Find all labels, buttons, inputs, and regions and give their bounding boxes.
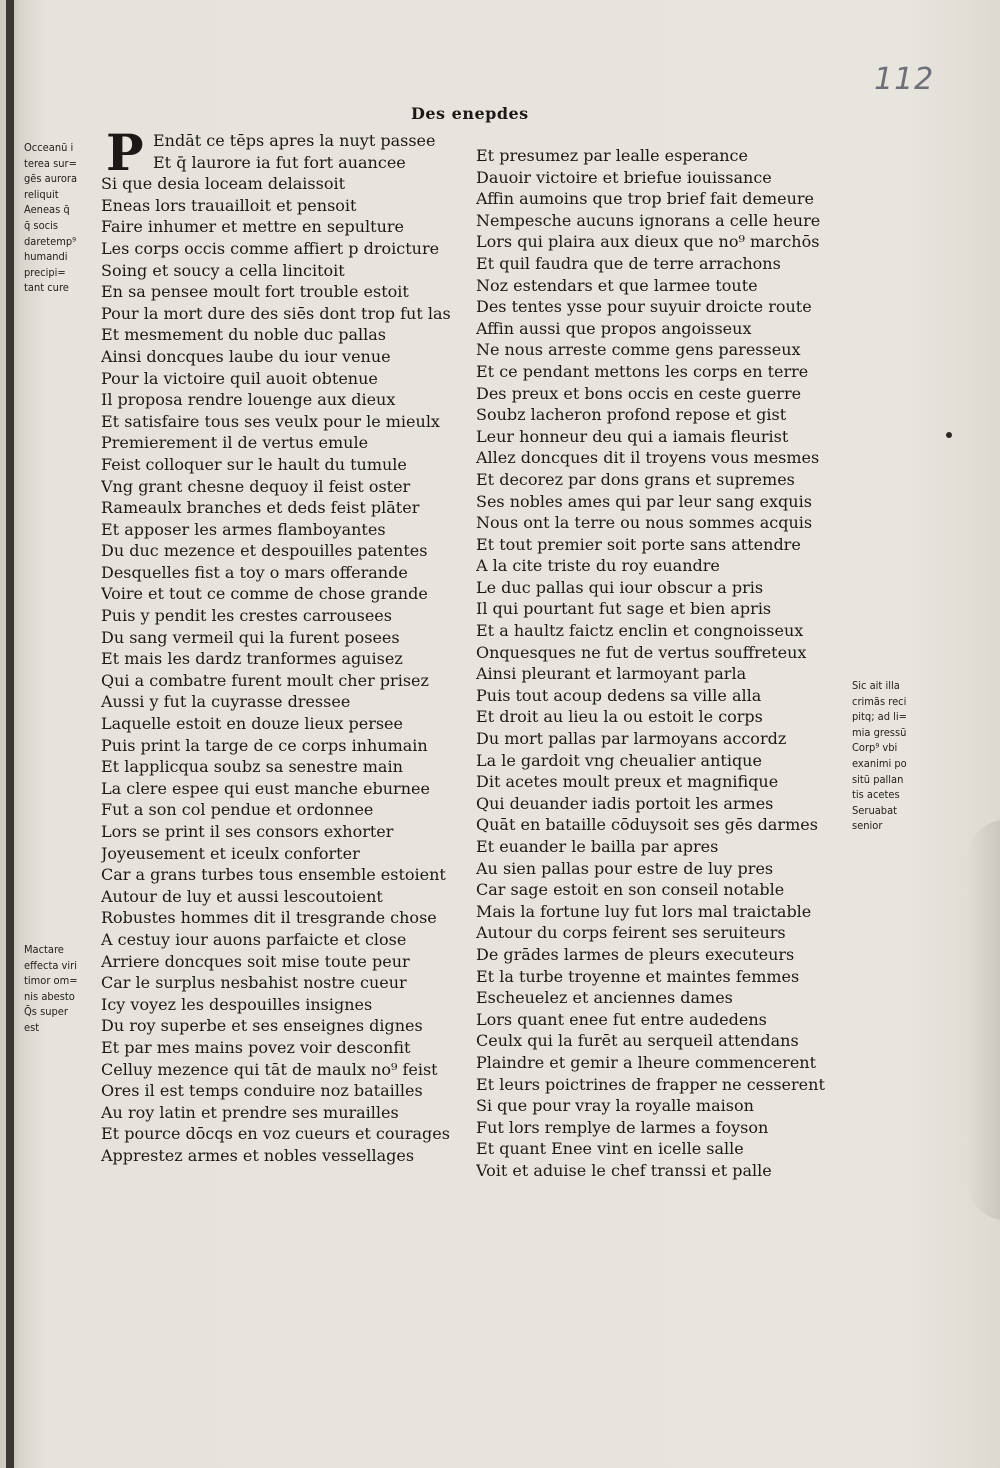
verse-line: Du duc mezence et despouilles patentes — [101, 541, 428, 561]
verse-line: Mais la fortune luy fut lors mal traictable — [476, 901, 812, 921]
verse-line: Et quil faudra que de terre arrachons — [476, 253, 781, 273]
verse-line: Du sang vermeil qui la furent posees — [101, 627, 400, 647]
gloss-line: crimās reci — [852, 694, 907, 708]
verse-line: Puis tout acoup dedens sa ville alla — [476, 685, 762, 705]
verse-line: Robustes hommes dit il tresgrande chose — [101, 908, 437, 928]
verse-line: Et satisfaire tous ses veulx pour le mieulx — [101, 411, 440, 431]
running-head: Des enepdes — [411, 104, 529, 123]
verse-line: Fut a son col pendue et ordonnee — [101, 800, 374, 820]
verse-line: Des tentes ysse pour suyuir droicte route — [476, 297, 812, 317]
verse-line: Ainsi doncques laube du iour venue — [101, 346, 391, 366]
gloss-line: sitū pallan — [852, 772, 904, 786]
verse-line: Qui a combatre furent moult cher prisez — [101, 670, 429, 690]
verse-line: Voire et tout ce comme de chose grande — [101, 584, 428, 604]
gloss-line: daretemp⁹ — [24, 234, 77, 248]
verse-line: Joyeusement et iceulx conforter — [101, 843, 360, 863]
verse-line: Lors se print il ses consors exhorter — [101, 822, 394, 841]
verse-line: Si que desia loceam delaissoit — [101, 174, 345, 194]
gloss-line: Corp⁹ vbi — [852, 741, 898, 755]
verse-line: Fut lors remplye de larmes a foyson — [476, 1117, 769, 1137]
verse-line: Ores il est temps conduire noz batailles — [101, 1081, 423, 1101]
verse-line: Autour de luy et aussi lescoutoient — [101, 886, 383, 906]
verse-line: Soing et soucy a cella lincitoit — [101, 260, 345, 280]
verse-line: Nempesche aucuns ignorans a celle heure — [476, 210, 821, 230]
gloss-line: mia gressū — [852, 725, 907, 739]
left-text-column — [101, 123, 476, 1167]
verse-line: Et ce pendant mettons les corps en terre — [476, 361, 809, 381]
gloss-line: Sic ait illa — [852, 679, 900, 692]
verse-line: De grādes larmes de pleurs executeurs — [476, 944, 795, 964]
gloss-line: est — [24, 1020, 40, 1034]
verse-line: Endāt ce tēps apres la nuyt passee — [153, 131, 436, 150]
verse-line: Et par mes mains povez voir desconfit — [101, 1037, 411, 1057]
verse-line: Il proposa rendre louenge aux dieux — [101, 390, 396, 410]
verse-line: Feist colloquer sur le hault du tumule — [101, 454, 407, 474]
verse-line: En sa pensee moult fort trouble estoit — [101, 282, 409, 302]
gloss-line: terea sur= — [24, 156, 77, 170]
gloss-line: reliquit — [24, 187, 59, 201]
gloss-line: senior — [852, 819, 883, 833]
verse-line: Des preux et bons occis en ceste guerre — [476, 383, 802, 403]
verse-line: Dit acetes moult preux et magnifique — [476, 772, 779, 792]
gloss-line: humandi — [24, 250, 68, 264]
initial-letter: P — [106, 123, 144, 182]
verse-line: Laquelle estoit en douze lieux persee — [101, 714, 403, 734]
verse-line: Quāt en bataille cōduysoit ses gēs darmes — [476, 815, 818, 835]
verse-line: Du roy superbe et ses enseignes dignes — [101, 1016, 423, 1036]
verse-line: Lors qui plaira aux dieux que no⁹ marchōs — [476, 232, 820, 252]
verse-line: Lors quant enee fut entre audedens — [476, 1009, 767, 1029]
gloss-line: precipi= — [24, 265, 66, 279]
gloss-line: q̄ socis — [24, 218, 58, 232]
verse-line: Et presumez par lealle esperance — [476, 146, 748, 165]
verse-line: Plaindre et gemir a lheure commencerent — [476, 1052, 817, 1072]
verse-line: Premierement il de vertus emule — [101, 433, 369, 453]
verse-line: Faire inhumer et mettre en sepulture — [101, 217, 405, 237]
verse-line: Car a grans turbes tous ensemble estoient — [101, 865, 446, 885]
ink-spot — [946, 432, 952, 438]
verse-line: Et mais les dardz tranformes aguisez — [101, 649, 403, 669]
verse-line: Et leurs poictrines de frapper ne cesserent — [476, 1074, 825, 1094]
verse-line: Du mort pallas par larmoyans accordz — [476, 729, 787, 749]
verse-line: Aussi y fut la cuyrasse dressee — [101, 692, 351, 712]
verse-line: Et q̄ laurore ia fut fort auancee — [153, 152, 406, 172]
verse-line: Autour du corps feirent ses seruiteurs — [476, 923, 786, 943]
gloss-line: Mactare — [24, 943, 64, 956]
page-curl-shadow — [966, 820, 1000, 1220]
gloss-line: Aeneas q̄ — [24, 203, 70, 217]
verse-line: Affin aumoins que trop brief fait demeure — [476, 189, 815, 209]
verse-line: Et quant Enee vint en icelle salle — [476, 1139, 744, 1159]
margin-gloss-left-top — [24, 140, 102, 296]
verse-line: Ne nous arreste comme gens paresseux — [476, 340, 801, 360]
verse-line: Vng grant chesne dequoy il feist oster — [101, 476, 411, 496]
verse-line: Leur honneur deu qui a iamais fleurist — [476, 426, 789, 446]
verse-line: Et pource dōcqs en voz cueurs et courages — [101, 1124, 450, 1144]
verse-line: Pour la mort dure des siēs dont trop fut las — [101, 303, 451, 323]
book-page — [6, 0, 1000, 1468]
gloss-line: nis abesto — [24, 989, 75, 1003]
verse-line: Pour la victoire quil auoit obtenue — [101, 368, 378, 388]
verse-line: Soubz lacheron profond repose et gist — [476, 405, 787, 425]
verse-line: Celluy mezence qui tāt de maulx no⁹ feist — [101, 1059, 438, 1079]
gloss-line: gēs aurora — [24, 172, 78, 186]
binding-gutter — [6, 0, 14, 1468]
verse-line: Et mesmement du noble duc pallas — [101, 325, 386, 345]
verse-line: Arriere doncques soit mise toute peur — [101, 951, 410, 971]
verse-line: Escheuelez et anciennes dames — [476, 988, 733, 1008]
verse-line: Et apposer les armes flamboyantes — [101, 519, 386, 539]
verse-line: Puis y pendit les crestes carrousees — [101, 606, 392, 626]
verse-line: Et droit au lieu la ou estoit le corps — [476, 707, 763, 727]
verse-line: Au sien pallas pour estre de luy pres — [476, 858, 774, 878]
gloss-line: exanimi po — [852, 756, 907, 770]
verse-line: Et lapplicqua soubz sa senestre main — [101, 757, 403, 777]
verse-line: La clere espee qui eust manche eburnee — [101, 778, 430, 798]
verse-line: Voit et aduise le chef transsi et palle — [476, 1160, 772, 1180]
verse-line: Rameaulx branches et deds feist plāter — [101, 498, 420, 518]
verse-line: Au roy latin et prendre ses murailles — [101, 1102, 399, 1122]
verse-line: Noz estendars et que larmee toute — [476, 275, 758, 295]
verse-line: Ceulx qui la furēt au serqueil attendans — [476, 1031, 799, 1051]
verse-line: Puis print la targe de ce corps inhumain — [101, 735, 428, 755]
verse-line: La le gardoit vng cheualier antique — [476, 750, 762, 770]
verse-line: Allez doncques dit il troyens vous mesmes — [476, 448, 820, 468]
verse-line: Il qui pourtant fut sage et bien apris — [476, 599, 772, 619]
verse-line: Affin aussi que propos angoisseux — [476, 318, 752, 338]
margin-gloss-right — [852, 678, 942, 834]
verse-line: Desquelles fist a toy o mars offerande — [101, 562, 408, 582]
verse-line: Car sage estoit en son conseil notable — [476, 880, 785, 900]
verse-line: Nous ont la terre ou nous sommes acquis — [476, 513, 813, 533]
folio-number: 112 — [874, 62, 935, 97]
margin-gloss-left-middle — [24, 942, 102, 1036]
gloss-line: pitq; ad li= — [852, 710, 907, 724]
verse-line: Onquesques ne fut de vertus souffreteux — [476, 642, 807, 662]
gloss-line: tant cure — [24, 281, 69, 295]
verse-line: Et tout premier soit porte sans attendre — [476, 534, 801, 554]
verse-line: Car le surplus nesbahist nostre cueur — [101, 973, 407, 993]
gloss-line: Seruabat — [852, 803, 898, 817]
verse-line: Icy voyez les despouilles insignes — [101, 994, 373, 1014]
verse-line: Et la turbe troyenne et maintes femmes — [476, 966, 800, 986]
verse-line: Et euander le bailla par apres — [476, 837, 719, 856]
verse-line: Le duc pallas qui iour obscur a pris — [476, 577, 764, 597]
right-text-column — [476, 145, 856, 1182]
verse-line: Dauoir victoire et briefue iouissance — [476, 167, 772, 187]
gloss-line: Q̄s super — [24, 1005, 68, 1019]
verse-line: Et a haultz faictz enclin et congnoisseux — [476, 621, 804, 641]
verse-line: Ses nobles ames qui par leur sang exquis — [476, 491, 812, 511]
verse-line: Ainsi pleurant et larmoyant parla — [476, 664, 747, 684]
gloss-line: Occeanū i — [24, 141, 74, 154]
gloss-line: timor om= — [24, 974, 78, 988]
verse-line: Et decorez par dons grans et supremes — [476, 469, 795, 489]
verse-line: A la cite triste du roy euandre — [476, 556, 720, 576]
verse-line: Qui deuander iadis portoit les armes — [476, 793, 774, 813]
gloss-line: effecta viri — [24, 958, 77, 972]
verse-line: Eneas lors trauailloit et pensoit — [101, 195, 357, 215]
verse-line: Apprestez armes et nobles vessellages — [101, 1145, 415, 1165]
verse-line: A cestuy iour auons parfaicte et close — [101, 929, 407, 949]
verse-line: Les corps occis comme affiert p droicture — [101, 238, 440, 258]
gloss-line: tis acetes — [852, 788, 900, 802]
verse-line: Si que pour vray la royalle maison — [476, 1096, 754, 1116]
